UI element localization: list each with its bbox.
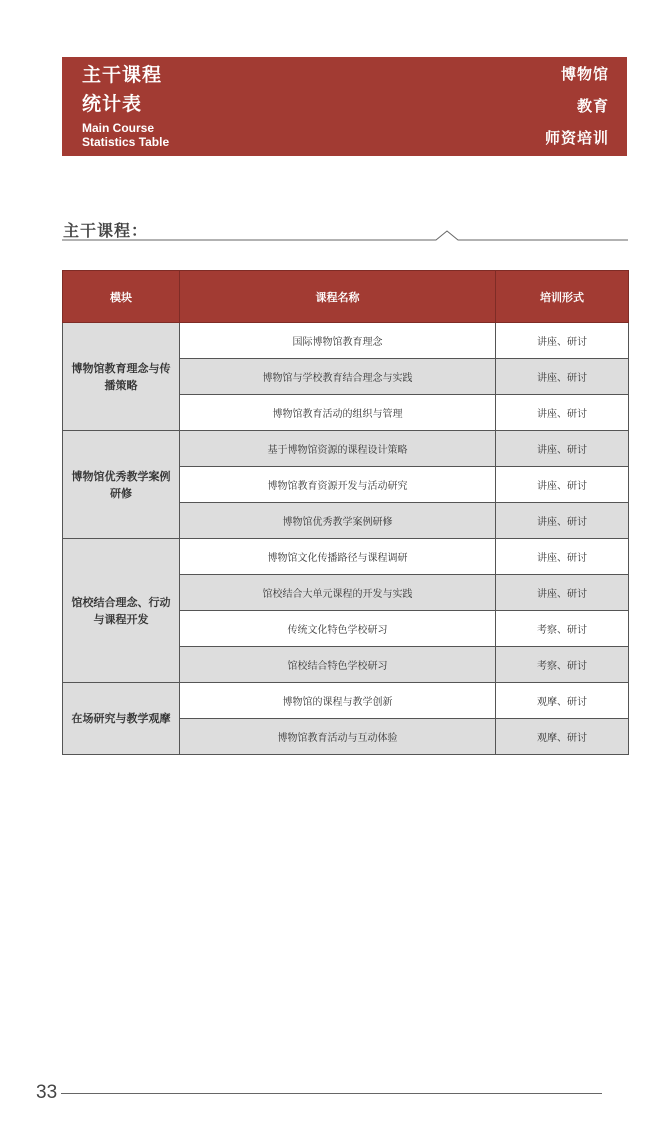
header-course-name: 课程名称: [180, 271, 496, 323]
table-header-row: [63, 271, 629, 323]
course-name-cell: 博物馆教育活动的组织与管理: [180, 395, 496, 431]
table-row: [63, 323, 629, 359]
table-row: [63, 539, 629, 575]
page-number: 33: [36, 1082, 58, 1103]
banner-subtitle-line2: Statistics Table: [82, 135, 170, 149]
training-form-cell: 讲座、研讨: [496, 431, 629, 467]
course-name-cell: 博物馆教育资源开发与活动研究: [180, 467, 496, 503]
module-cell: 博物馆教育理念与传播策略: [63, 323, 180, 431]
course-name-cell: 博物馆的课程与教学创新: [180, 683, 496, 719]
banner-right-line3: 师资培训: [544, 129, 609, 147]
banner-title-line2: 统计表: [82, 93, 143, 115]
training-form-cell: 讲座、研讨: [496, 467, 629, 503]
header-module: 模块: [63, 271, 180, 323]
module-cell: 馆校结合理念、行动与课程开发: [63, 539, 180, 683]
banner-title-line1: 主干课程: [82, 64, 163, 86]
module-cell: 博物馆优秀教学案例研修: [63, 431, 180, 539]
table-row: [63, 431, 629, 467]
title-banner: [62, 57, 627, 156]
course-name-cell: 博物馆教育活动与互动体验: [180, 719, 496, 755]
training-form-cell: 讲座、研讨: [496, 395, 629, 431]
course-name-cell: 国际博物馆教育理念: [180, 323, 496, 359]
training-form-cell: 讲座、研讨: [496, 503, 629, 539]
banner-subtitle-line1: Main Course: [82, 121, 155, 135]
table-row: [63, 683, 629, 719]
section-title: 主干课程：: [63, 221, 149, 240]
header-training-form: 培训形式: [496, 271, 629, 323]
banner-right-line1: 博物馆: [560, 65, 609, 83]
section-divider: [62, 226, 630, 246]
training-form-cell: 讲座、研讨: [496, 575, 629, 611]
training-form-cell: 讲座、研讨: [496, 539, 629, 575]
course-name-cell: 博物馆优秀教学案例研修: [180, 503, 496, 539]
footer-rule: [61, 1093, 602, 1094]
course-name-cell: 博物馆文化传播路径与课程调研: [180, 539, 496, 575]
training-form-cell: 考察、研讨: [496, 611, 629, 647]
course-name-cell: 馆校结合大单元课程的开发与实践: [180, 575, 496, 611]
training-form-cell: 观摩、研讨: [496, 683, 629, 719]
training-form-cell: 讲座、研讨: [496, 323, 629, 359]
banner-right-line2: 教育: [576, 97, 609, 115]
course-table: [62, 270, 629, 755]
training-form-cell: 讲座、研讨: [496, 359, 629, 395]
course-name-cell: 博物馆与学校教育结合理念与实践: [180, 359, 496, 395]
course-name-cell: 传统文化特色学校研习: [180, 611, 496, 647]
module-cell: 在场研究与教学观摩: [63, 683, 180, 755]
course-name-cell: 基于博物馆资源的课程设计策略: [180, 431, 496, 467]
training-form-cell: 观摩、研讨: [496, 719, 629, 755]
training-form-cell: 考察、研讨: [496, 647, 629, 683]
course-name-cell: 馆校结合特色学校研习: [180, 647, 496, 683]
